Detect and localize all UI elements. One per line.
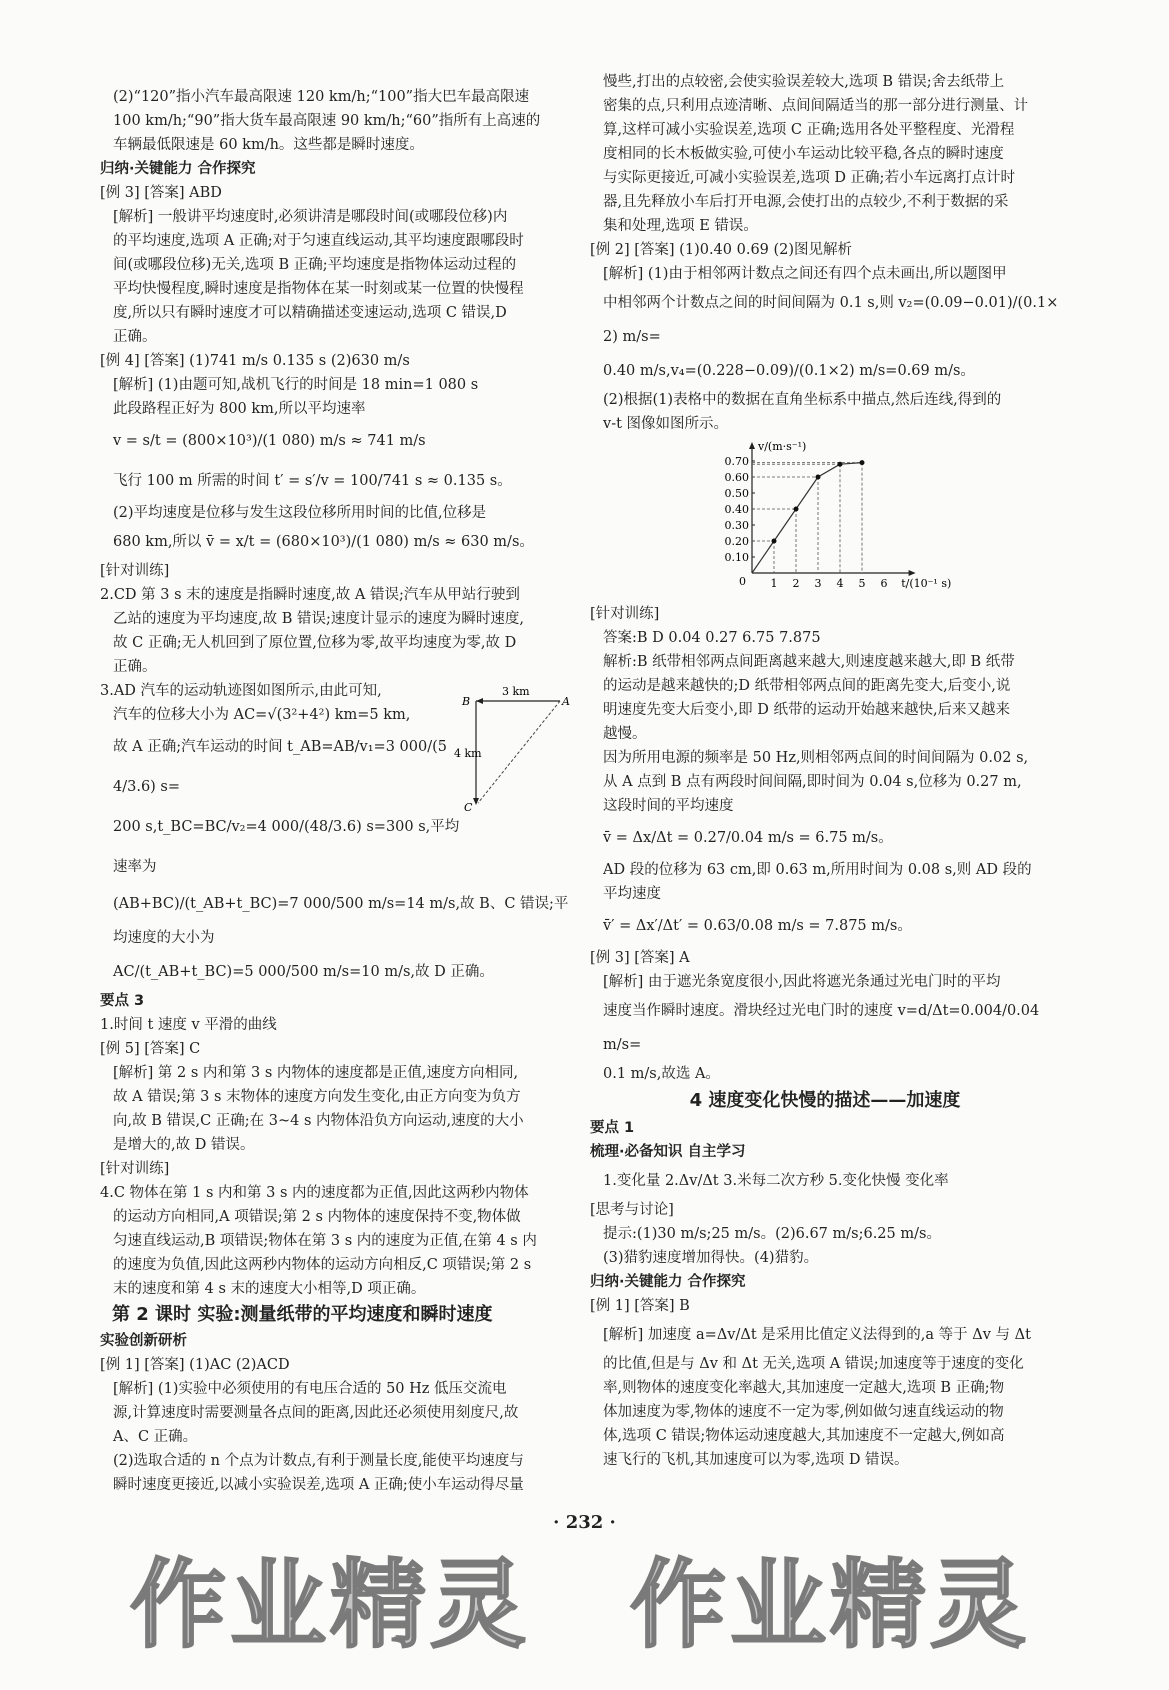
text-line: [例 3] [答案] A <box>590 950 690 966</box>
text-line: (3)猎豹速度增加得快。(4)猎豹。 <box>603 1250 819 1266</box>
text-line: 故 A 错误;第 3 s 末物体的速度方向发生变化,由正方向变为负方 <box>113 1089 521 1105</box>
text-line: [解析] 加速度 a=Δv/Δt 是采用比值定义法得到的,a 等于 Δv 与 Δt <box>603 1327 1031 1343</box>
text-line: 680 km,所以 v̄ = x/t = (680×10³)/(1 080) m/s ≈ 630 m/s。 <box>113 534 534 550</box>
y-tick-label: 0.40 <box>724 503 749 516</box>
text-line: 体,选项 C 错误;物体运动速度越大,其加速度不一定越大,例如高 <box>603 1428 1005 1444</box>
text-line: 答案:B D 0.04 0.27 6.75 7.875 <box>603 630 821 646</box>
text-line: 1.时间 t 速度 v 平滑的曲线 <box>100 1017 277 1033</box>
text-line: (AB+BC)/(t_AB+t_BC)=7 000/500 m/s=14 m/s,故 B、C 错误;平均速度的大小为 <box>113 896 569 946</box>
text-line: 的比值,但是与 Δv 和 Δt 无关,选项 A 错误;加速度等于速度的变化 <box>603 1356 1024 1372</box>
section-heading: 归纳·关键能力 合作探究 <box>590 1274 746 1290</box>
text-line: (2)“120”指小汽车最高限速 120 km/h;“100”指大巴车最高限速 <box>113 89 530 105</box>
text-line: [针对训练] <box>100 563 170 579</box>
diag-label-b: B <box>462 695 471 708</box>
text-line: v-t 图像如图所示。 <box>603 416 729 432</box>
text-line: [例 3] [答案] ABD <box>100 185 222 201</box>
y-tick-label: 0.50 <box>724 487 749 500</box>
text-line: [解析] (1)由题可知,战机飞行的时间是 18 min=1 080 s <box>113 377 479 393</box>
text-line: 此段路程正好为 800 km,所以平均速率 <box>113 401 366 417</box>
text-line: 匀速直线运动,B 项错误;物体在第 3 s 内的速度为正值,在第 4 s 内 <box>113 1233 537 1249</box>
text-line: 解析:B 纸带相邻两点间距离越来越大,则速度越来越大,即 B 纸带 <box>603 654 1015 670</box>
text-line: 慢些,打出的点较密,会使实验误差较大,选项 B 错误;舍去纸带上 <box>603 74 1005 90</box>
text-line: [针对训练] <box>590 606 660 622</box>
text-line: 越慢。 <box>603 726 647 742</box>
text-line: 因为所用电源的频率是 50 Hz,则相邻两点间的时间间隔为 0.02 s, <box>603 750 1029 766</box>
text-line: [解析] (1)由于相邻两计数点之间还有四个点未画出,所以题图甲 <box>603 266 1007 282</box>
text-line: 的速度为负值,因此这两秒内物体的运动方向相反,C 项错误;第 2 s <box>113 1257 532 1273</box>
text-line: 1.变化量 2.Δv/Δt 3.米每二次方秒 5.变化快慢 变化率 <box>603 1173 949 1189</box>
text-line: 速度当作瞬时速度。滑块经过光电门时的速度 v=d/Δt=0.004/0.04 m/s= <box>603 1003 1040 1053</box>
text-line: 故 C 正确;无人机回到了原位置,位移为零,故平均速度为零,故 D <box>113 635 517 651</box>
data-point <box>816 475 821 480</box>
section-heading: 4 速度变化快慢的描述——加速度 <box>689 1090 961 1111</box>
text-line: 乙站的速度为平均速度,故 B 错误;速度计显示的速度为瞬时速度, <box>113 611 524 627</box>
text-line: 间(或哪段位移)无关,选项 B 正确;平均速度是指物体运动过程的 <box>113 257 517 273</box>
text-line: (2)平均速度是位移与发生这段位移所用时间的比值,位移是 <box>113 505 487 521</box>
text-line: [解析] 由于遮光条宽度很小,因此将遮光条通过光电门时的平均 <box>603 974 1001 990</box>
trajectory-diagram <box>454 683 570 818</box>
x-tick-label: 4 <box>836 577 844 590</box>
text-line: 速飞行的飞机,其加速度可以为零,选项 D 错误。 <box>603 1452 909 1468</box>
diag-label-bc: 4 km <box>454 747 482 760</box>
text-line: 飞行 100 m 所需的时间 t′ = s′/v = 100/741 s ≈ 0.135 s。 <box>113 473 512 489</box>
section-heading: 实验创新研析 <box>100 1333 187 1349</box>
text-line: [思考与讨论] <box>590 1202 674 1218</box>
watermark: 作业精灵 <box>130 1549 530 1661</box>
text-line: 度相同的长木板做实验,可使小车运动比较平稳,各点的瞬时速度 <box>603 146 1004 162</box>
text-line: 汽车的位移大小为 AC=√(3²+4²) km=5 km, <box>113 707 411 723</box>
text-line: 正确。 <box>113 329 157 345</box>
diag-label-a: A <box>562 695 570 708</box>
y-tick-label: 0.60 <box>724 471 749 484</box>
text-line: 明速度先变大后变小,即 D 纸带的运动开始越来越快,后来又越来 <box>603 702 1011 718</box>
text-line: 100 km/h;“90”指大货车最高限速 90 km/h;“60”指所有上高速的 <box>113 113 541 129</box>
y-tick-label: 0.70 <box>724 455 749 468</box>
right-column <box>590 70 1060 1472</box>
text-line: [针对训练] <box>100 1161 170 1177</box>
text-line: 度,所以只有瞬时速度才可以精确描述变速运动,选项 C 错误,D <box>113 305 507 321</box>
text-line: 平均速度 <box>603 886 661 902</box>
text-line: 从 A 点到 B 点有两段时间间隔,即时间为 0.04 s,位移为 0.27 m, <box>603 774 1022 790</box>
x-axis-label: t/(10⁻¹ s) <box>901 577 952 590</box>
text-line: 的运动是越来越快的;D 纸带相邻两点间的距离先变大,后变小,说 <box>603 678 1011 694</box>
watermark: 作业精灵 <box>630 1549 1030 1661</box>
text-line: 正确。 <box>113 659 157 675</box>
y-tick-label: 0.30 <box>724 519 749 532</box>
x-tick-label: 5 <box>858 577 866 590</box>
text-line: 与实际更接近,可减小实验误差,选项 D 正确;若小车远离打点计时 <box>603 170 1015 186</box>
text-line: 源,计算速度时需要测量各点间的距离,因此还必须使用刻度尺,故 <box>113 1405 519 1421</box>
text-line: [例 2] [答案] (1)0.40 0.69 (2)图见解析 <box>590 242 853 258</box>
y-tick-label: 0.20 <box>724 535 749 548</box>
text-line: 提示:(1)30 m/s;25 m/s。(2)6.67 m/s;6.25 m/s。 <box>603 1226 941 1242</box>
vt-curve <box>752 463 862 573</box>
vt-graph <box>700 438 990 598</box>
text-line: A、C 正确。 <box>113 1429 198 1445</box>
text-line: 3.AD 汽车的运动轨迹图如图所示,由此可知, <box>100 683 382 699</box>
data-point <box>860 460 865 465</box>
text-line: v̄′ = Δx′/Δt′ = 0.63/0.08 m/s = 7.875 m/s。 <box>603 918 912 934</box>
data-point <box>794 507 799 512</box>
section-heading: 要点 3 <box>100 993 145 1009</box>
diag-label-c: C <box>464 801 473 814</box>
text-line: 率,则物体的速度变化率越大,其加速度一定越大,选项 B 正确;物 <box>603 1380 1005 1396</box>
text-line: v = s/t = (800×10³)/(1 080) m/s ≈ 741 m/s <box>113 433 426 449</box>
text-line: 2.CD 第 3 s 末的速度是指瞬时速度,故 A 错误;汽车从甲站行驶到 <box>100 587 520 603</box>
section-heading: 梳理·必备知识 自主学习 <box>590 1144 746 1160</box>
text-line: 车辆最低限速是 60 km/h。这些都是瞬时速度。 <box>113 137 424 153</box>
text-line: 这段时间的平均速度 <box>603 798 734 814</box>
text-line: 4.C 物体在第 1 s 内和第 3 s 内的速度都为正值,因此这两秒内物体 <box>100 1185 529 1201</box>
page-number: · 232 · <box>553 1512 616 1533</box>
section-heading: 第 2 课时 实验:测量纸带的平均速度和瞬时速度 <box>112 1304 493 1325</box>
text-line: AC/(t_AB+t_BC)=5 000/500 m/s=10 m/s,故 D 正确。 <box>113 964 494 980</box>
text-line: 是增大的,故 D 错误。 <box>113 1137 255 1153</box>
left-column <box>100 85 570 1497</box>
text-line: [解析] 一般讲平均速度时,必须讲清是哪段时间(或哪段位移)内 <box>113 209 508 225</box>
text-line: (2)根据(1)表格中的数据在直角坐标系中描点,然后连线,得到的 <box>603 392 1002 408</box>
y-tick-label: 0.10 <box>724 551 749 564</box>
diag-label-ab: 3 km <box>502 685 530 698</box>
text-line: [解析] (1)实验中必须使用的有电压合适的 50 Hz 低压交流电 <box>113 1381 507 1397</box>
text-line: 平均快慢程度,瞬时速度是指物体在某一时刻或某一位置的快慢程 <box>113 281 524 297</box>
text-line: 的平均速度,选项 A 正确;对于匀速直线运动,其平均速度跟哪段时 <box>113 233 524 249</box>
text-line: [例 4] [答案] (1)741 m/s 0.135 s (2)630 m/s <box>100 353 410 369</box>
text-line: 器,且先释放小车后打开电源,会使打出的点较少,不利于数据的采 <box>603 194 1009 210</box>
text-line: 200 s,t_BC=BC/v₂=4 000/(48/3.6) s=300 s,平均速率为 <box>113 819 460 875</box>
text-line: AD 段的位移为 63 cm,即 0.63 m,所用时间为 0.08 s,则 AD 段的 <box>603 862 1032 878</box>
text-line: 0.40 m/s,v₄=(0.228−0.09)/(0.1×2) m/s=0.69 m/s。 <box>603 363 975 379</box>
x-tick-label: 6 <box>880 577 888 590</box>
section-heading: 要点 1 <box>590 1120 635 1136</box>
y-axis-label: v/(m·s⁻¹) <box>758 440 807 453</box>
text-line: 集和处理,选项 E 错误。 <box>603 218 758 234</box>
text-line: [例 1] [答案] B <box>590 1298 690 1314</box>
data-point <box>838 462 843 467</box>
section-heading: 归纳·关键能力 合作探究 <box>100 161 256 177</box>
text-line: [例 1] [答案] (1)AC (2)ACD <box>100 1357 290 1373</box>
text-line: 向,故 B 错误,C 正确;在 3~4 s 内物体沿负方向运动,速度的大小 <box>113 1113 524 1129</box>
origin-label: 0 <box>739 575 746 588</box>
text-line: 末的速度和第 4 s 末的速度大小相等,D 项正确。 <box>113 1281 426 1297</box>
x-tick-label: 2 <box>792 577 800 590</box>
x-tick-label: 3 <box>814 577 822 590</box>
text-line: [例 5] [答案] C <box>100 1041 201 1057</box>
data-point <box>772 539 777 544</box>
text-line: [解析] 第 2 s 内和第 3 s 内物体的速度都是正值,速度方向相同, <box>113 1065 519 1081</box>
text-line: 密集的点,只利用点迹清晰、点间间隔适当的那一部分进行测量、计 <box>603 98 1029 114</box>
x-tick-label: 1 <box>770 577 778 590</box>
text-line: v̄ = Δx/Δt = 0.27/0.04 m/s = 6.75 m/s。 <box>603 830 893 846</box>
text-line: 瞬时速度更接近,以减小实验误差,选项 A 正确;使小车运动得尽量 <box>113 1477 524 1493</box>
text-line: 故 A 正确;汽车运动的时间 t_AB=AB/v₁=3 000/(54/3.6) s= <box>113 739 447 795</box>
text-line: 的运动方向相同,A 项错误;第 2 s 内物体的速度保持不变,物体做 <box>113 1209 521 1225</box>
text-line: 0.1 m/s,故选 A。 <box>603 1066 720 1082</box>
text-line: 算,这样可减小实验误差,选项 C 正确;选用各处平整程度、光滑程 <box>603 122 1015 138</box>
text-line: 体加速度为零,物体的速度不一定为零,例如做匀速直线运动的物 <box>603 1404 1004 1420</box>
text-line: 中相邻两个计数点之间的时间间隔为 0.1 s,则 v₂=(0.09−0.01)/(0.1×2) m/s= <box>603 295 1059 345</box>
text-line: (2)选取合适的 n 个点为计数点,有利于测量长度,能使平均速度与 <box>113 1453 524 1469</box>
